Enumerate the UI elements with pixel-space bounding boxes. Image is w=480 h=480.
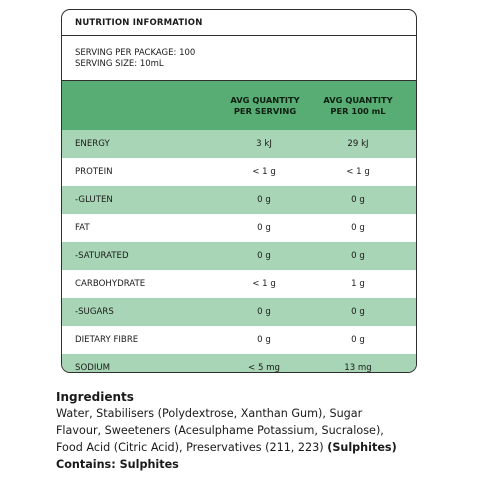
per-100-value: 0 g xyxy=(351,307,365,317)
per-serving-value: < 1 g xyxy=(252,167,276,177)
serving-per-package: SERVING PER PACKAGE: 100 xyxy=(75,48,196,58)
nutrient-name: FAT xyxy=(75,223,90,233)
per-100-value: < 1 g xyxy=(346,167,370,177)
nutrient-name: ENERGY xyxy=(75,139,110,149)
panel-title: NUTRITION INFORMATION xyxy=(62,10,416,36)
header-per-100-line1: AVG QUANTITY xyxy=(323,94,393,105)
nutrition-panel xyxy=(61,9,417,373)
header-per-serving xyxy=(222,95,308,117)
nutrient-name: -GLUTEN xyxy=(75,195,113,205)
table-row xyxy=(62,298,416,326)
nutrient-name: PROTEIN xyxy=(75,167,113,177)
ingredients-line-3 xyxy=(56,439,436,456)
ingredients-line-3-text: Food Acid (Citric Acid), Preservatives (211, 223) xyxy=(56,441,328,454)
per-100-value: 0 g xyxy=(351,223,365,233)
table-row xyxy=(62,242,416,270)
per-100-value: 1 g xyxy=(351,279,365,289)
nutrient-name: -SATURATED xyxy=(75,251,129,261)
header-per-100-line2: PER 100 mL xyxy=(330,105,386,116)
ingredients-block xyxy=(56,389,436,473)
nutrient-name: DIETARY FIBRE xyxy=(75,335,139,345)
table-row xyxy=(62,130,416,158)
ingredients-sulphites-note: (Sulphites) xyxy=(327,441,397,454)
per-serving-value: 3 kJ xyxy=(256,139,272,149)
header-per-serving-line1: AVG QUANTITY xyxy=(230,94,300,105)
table-row xyxy=(62,354,416,373)
nutrient-name: -SUGARS xyxy=(75,307,114,317)
serving-size: SERVING SIZE: 10mL xyxy=(75,59,164,69)
per-100-value: 0 g xyxy=(351,251,365,261)
per-100-value: 13 mg xyxy=(344,363,372,373)
per-serving-value: 0 g xyxy=(257,195,271,205)
header-per-100 xyxy=(308,95,408,117)
per-100-value: 0 g xyxy=(351,335,365,345)
table-row xyxy=(62,186,416,214)
ingredients-line-1: Water, Stabilisers (Polydextrose, Xanthan Gum), Sugar xyxy=(56,407,363,420)
per-serving-value: < 5 mg xyxy=(248,363,280,373)
table-row xyxy=(62,270,416,298)
per-serving-value: < 1 g xyxy=(252,279,276,289)
serving-info xyxy=(62,36,416,80)
nutrient-name: SODIUM xyxy=(75,363,111,373)
table-row xyxy=(62,158,416,186)
per-serving-value: 0 g xyxy=(257,307,271,317)
per-serving-value: 0 g xyxy=(257,335,271,345)
contains-statement: Contains: Sulphites xyxy=(56,458,179,471)
per-serving-value: 0 g xyxy=(257,223,271,233)
table-row xyxy=(62,326,416,354)
ingredients-heading: Ingredients xyxy=(56,390,134,404)
per-100-value: 0 g xyxy=(351,195,365,205)
table-row xyxy=(62,214,416,242)
nutrient-name: CARBOHYDRATE xyxy=(75,279,146,289)
header-per-serving-line2: PER SERVING xyxy=(233,105,297,116)
per-serving-value: 0 g xyxy=(257,251,271,261)
per-100-value: 29 kJ xyxy=(347,139,369,149)
ingredients-line-2: Flavour, Sweeteners (Acesulphame Potassium, Sucralose), xyxy=(56,424,384,437)
table-header xyxy=(62,80,416,130)
